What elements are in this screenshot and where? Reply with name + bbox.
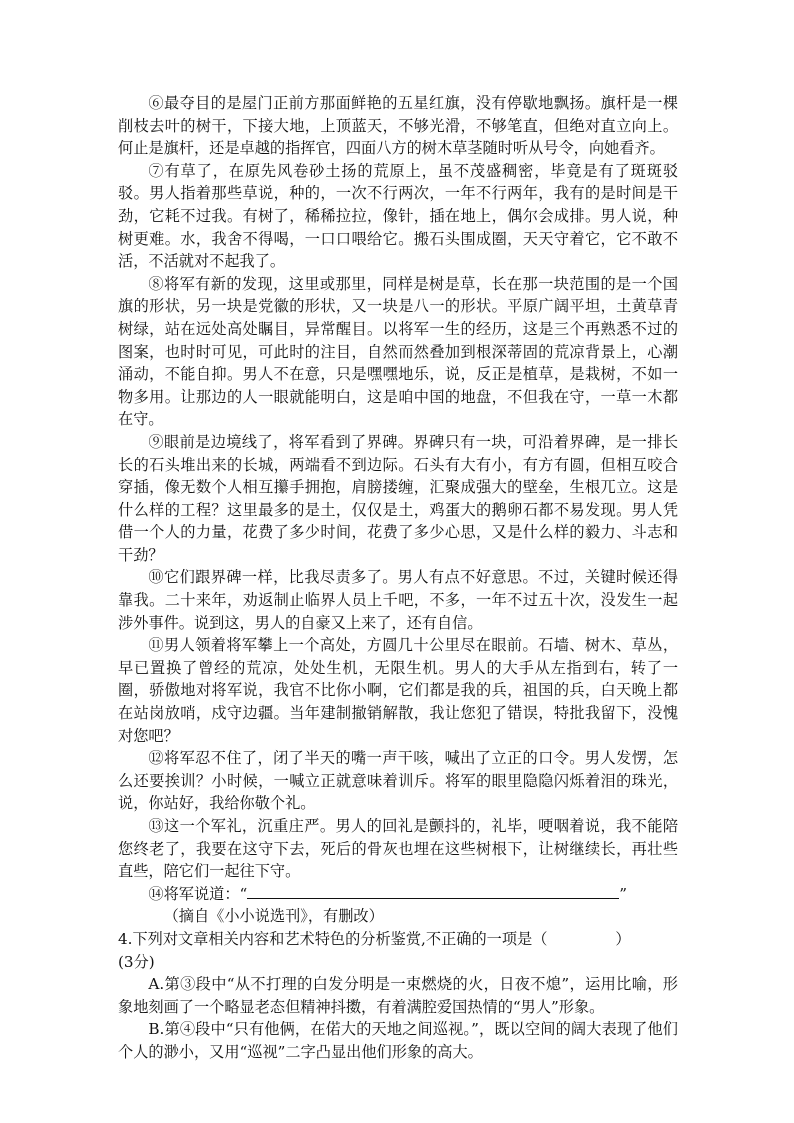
- question-4: [118, 928, 678, 973]
- paragraph-12: ⑫将军忍不住了，闭了半天的嘴一声干咳，喊出了立正的口令。男人发愣，怎么还要挨训？小时候，一喊立正就意味着训斥。将军的眼里隐隐闪烁着泪的珠光，说，你站好，我给你敬个礼。: [118, 749, 678, 813]
- document-page: [118, 92, 678, 1064]
- paragraph-6: ⑥最夺目的是屋门正前方那面鲜艳的五星红旗，没有停歇地飘扬。旗杆是一棵削枝去叶的树干，下接大地，上顶蓝天，不够光滑，不够笔直，但绝对直立向上。何止是旗杆，还是卓越的指挥官，四面八方的树木草茎随时听从号令，向她看齐。: [118, 94, 678, 158]
- paragraph-14: [118, 883, 678, 906]
- question-stem: 4.下列对文章相关内容和艺术特色的分析鉴赏,不正确的一项是（: [118, 929, 548, 948]
- paragraph-8: ⑧将军有新的发现，这里或那里，同样是树是草，长在那一块范围的是一个国旗的形状，另一块是党徽的形状，又一块是八一的形状。平原广阔平坦，土黄草青树绿，站在远处高处瞩目，异常醒目。以将军一生的经历，这是三个再熟悉不过的图案，也时时可见，可此时的注目，自然而然叠加到根深蒂固的荒凉背景上，心潮涌动，不能自抑。男人不在意，只是嘿嘿地乐，说，反正是植草，是栽树，不如一物多用。让那边的人一眼就能明白，这是咱中国的地盘，不但我在守，一草一木都在守。: [118, 274, 678, 429]
- paragraph-14-prefix: ⑭将军说道：“: [148, 884, 248, 903]
- question-score: (3分): [118, 952, 155, 971]
- paragraph-11: ⑪男人领着将军攀上一个高处，方圆几十公里尽在眼前。石墙、树木、草丛，早已置换了曾经的荒凉，处处生机，无限生机。男人的大手从左指到右，转了一圈，骄傲地对将军说，我官不比你小啊，它们都是我的兵，祖国的兵，白天晚上都在站岗放哨，戍守边疆。当年建制撤销解散，我让您犯了错误，特批我留下，没愧对您吧？: [118, 636, 678, 745]
- paragraph-10: ⑩它们跟界碑一样，比我尽责多了。男人有点不好意思。不过，关键时候还得靠我。二十来年，劝返制止临界人员上千吧，不多，一年不过五十次，没发生一起涉外事件。说到这，男人的自豪又上来了，还有自信。: [118, 568, 678, 632]
- option-b: B.第④段中“只有他俩，在偌大的天地之间巡视。”，既以空间的阔大表现了他们个人的渺小，又用“巡视”二字凸显出他们形象的高大。: [118, 1020, 678, 1061]
- paragraph-13: ⑬这一个军礼，沉重庄严。男人的回礼是颤抖的，礼毕，哽咽着说，我不能陪您终老了，我要在这守下去，死后的骨灰也埋在这些树根下，让树继续长，再壮些直些，陪它们一起往下守。: [118, 817, 678, 881]
- paragraph-7: ⑦有草了，在原先风卷砂土扬的荒原上，虽不茂盛稠密，毕竟是有了斑斑驳驳。男人指着那些草说，种的，一次不行两次，一年不行两年，我有的是时间是干劲，它耗不过我。有树了，稀稀拉拉，像针，插在地上，偶尔会成排。男人说，种树更难。水，我舍不得喝，一口口喂给它。搬石头围成圈，天天守着它，它不敢不活，不活就对不起我了。: [118, 161, 678, 271]
- source-note: （摘自《小小说选刊》，有删改）: [163, 907, 384, 926]
- option-a: A.第③段中“从不打理的白发分明是一束燃烧的火，日夜不熄”，运用比喻，形象地刻画了一个略显老态但精神抖擞，有着满腔爱国热情的“男人”形象。: [118, 975, 678, 1016]
- paragraph-14-suffix: ”: [619, 884, 628, 903]
- question-close: ）: [615, 929, 631, 948]
- answer-blank[interactable]: [247, 884, 619, 899]
- paragraph-9: ⑨眼前是边境线了，将军看到了界碑。界碑只有一块，可沿着界碑，是一排长长的石头堆出来的长城，两端看不到边际。石头有大有小，有方有圆，但相互咬合穿插，像无数个人相互攥手拥抱，肩膀搂缠，汇聚成强大的壁垒，生根兀立。这是什么样的工程？这里最多的是土，仅仅是土，鸡蛋大的鹅卵石都不易发现。男人凭借一个人的力量，花费了多少时间，花费了多少心思，又是什么样的毅力、斗志和干劲？: [118, 432, 678, 564]
